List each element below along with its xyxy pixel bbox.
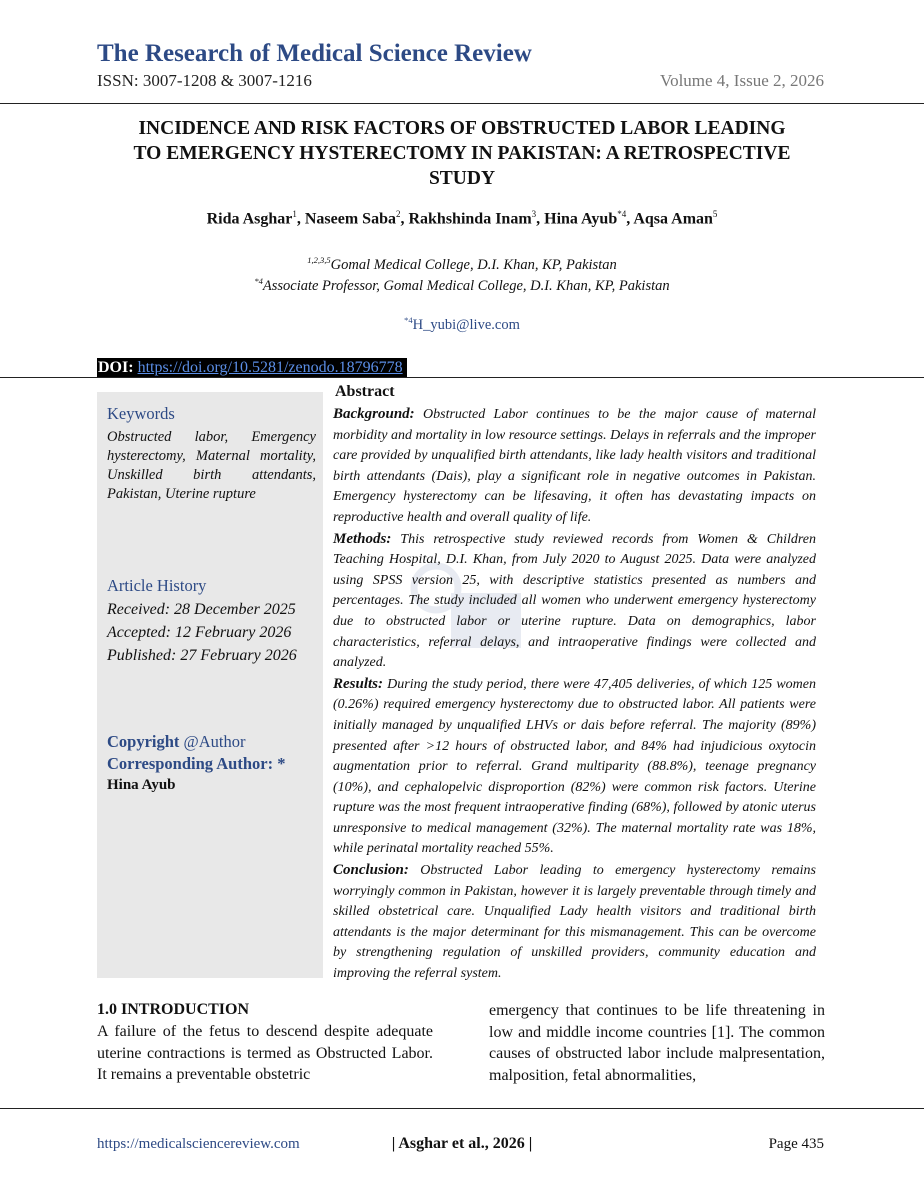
doi-label: DOI: bbox=[98, 359, 134, 376]
header-rule bbox=[0, 103, 924, 104]
volume-issue: Volume 4, Issue 2, 2026 bbox=[659, 71, 824, 90]
title-line: TO EMERGENCY HYSTERECTOMY IN PAKISTAN: A RETROSPECTIVE bbox=[133, 143, 791, 164]
history-heading: Article History bbox=[107, 576, 207, 595]
doi-link[interactable]: https://doi.org/10.5281/zenodo.18796778 bbox=[137, 359, 403, 376]
background-text: Obstructed Labor continues to be the major cause of maternal morbidity and mortality in low resource settings. Delays in referrals and the improper care provided by unqualified birth attendants, like lady health visitors and traditional birth attendants (Dais), play a significant role in negative outcomes in Pakistan. Emergency hysterectomy can be lifesaving, it often has devastating impacts on reproductive health and overall quality of life. bbox=[333, 407, 817, 525]
abstract-background bbox=[333, 404, 816, 529]
affiliation-sup: 1,2,3,5 bbox=[307, 255, 331, 265]
corresponding-email[interactable] bbox=[100, 315, 824, 334]
footer-rule bbox=[0, 1108, 924, 1109]
affiliation-1 bbox=[100, 255, 824, 274]
page-number: Page 435 bbox=[768, 1136, 824, 1152]
received-date: Received: 28 December 2025 bbox=[107, 601, 296, 618]
keywords-list: Obstructed labor, Emergency hysterectomy, Maternal mortality, Unskilled birth attendants, Pakistan, Uterine rupture bbox=[107, 429, 316, 502]
affiliation-2 bbox=[100, 276, 824, 295]
article-history bbox=[107, 598, 297, 667]
author-name: Hina Ayub bbox=[544, 210, 618, 228]
corresponding-name: Hina Ayub bbox=[107, 777, 176, 793]
corresponding-label: Corresponding Author: * bbox=[107, 754, 286, 773]
issn-line: ISSN: 3007-1208 & 3007-1216 bbox=[97, 71, 312, 90]
author-name: Aqsa Aman bbox=[633, 210, 713, 228]
author-list: Rida Asghar$^1$, Naseem Saba$^2$, Rakhshinda Inam$^3$, Hina Ayub$^{*4}$, Aqsa Aman$^5$ bbox=[206, 209, 718, 228]
affiliation-sup: *4 bbox=[254, 276, 263, 286]
affiliation-text: Associate Professor, Gomal Medical College, D.I. Khan, KP, Pakistan bbox=[262, 277, 670, 294]
abstract-results bbox=[333, 674, 816, 860]
abstract-methods bbox=[333, 529, 816, 674]
doi-bar bbox=[97, 358, 407, 378]
conclusion-text: Obstructed Labor leading to emergency hysterectomy remains worryingly common in Pakistan, however it is largely preventable through timely and skilled obstetrical care. Unqualified Lady health visitors and traditional birth attendants is the major determinant for this mismanagement. This can be overcome by strengthening regulation of unskilled providers, community education and improving the referral system. bbox=[333, 863, 817, 982]
intro-right-column: emergency that continues to be life threatening in low and middle income countries [1]. The common causes of obstructed labor include malpresentation, malposition, fetal abnormalities, bbox=[489, 1002, 825, 1084]
background-label: Background: bbox=[333, 406, 415, 422]
copyright-line bbox=[107, 732, 246, 752]
email-text[interactable]: H_yubi@live.com bbox=[412, 316, 520, 333]
author-sup: 2 bbox=[395, 209, 401, 219]
intro-left-column: A failure of the fetus to descend despite adequate uterine contractions is termed as Obstructed Labor. It remains a preventable obstetric bbox=[97, 1023, 433, 1083]
footer-citation: | Asghar et al., 2026 | bbox=[391, 1135, 533, 1152]
methods-label: Methods: bbox=[333, 530, 392, 547]
published-date: Published: 27 February 2026 bbox=[107, 647, 297, 664]
doi-rule bbox=[0, 377, 924, 378]
paper-title bbox=[100, 116, 824, 191]
abstract-conclusion bbox=[333, 860, 816, 985]
author-name: Rakhshinda Inam bbox=[408, 210, 532, 228]
affiliation-text: Gomal Medical College, D.I. Khan, KP, Pakistan bbox=[330, 256, 617, 273]
author-sup: *4 bbox=[617, 209, 627, 219]
email-sup: *4 bbox=[404, 315, 413, 325]
title-line: STUDY bbox=[428, 168, 496, 189]
journal-title: The Research of Medical Science Review bbox=[97, 40, 532, 67]
intro-heading: 1.0 INTRODUCTION bbox=[97, 1001, 250, 1018]
copyright-label: Copyright bbox=[107, 732, 180, 751]
abstract-body bbox=[333, 404, 816, 985]
author-name: Naseem Saba bbox=[304, 210, 396, 228]
results-text: During the study period, there were 47,405 deliveries, of which 125 women (0.26%) required emergency hysterectomy due to obstructed labor. All patients were initially managed by unqualified LHVs or dais before referral. The majority (89%) presented after >12 hours of obstructed labor, and 84% had injudicious oxytocin augmentation prior to referral. Grand multiparity (88.8%), teenage pregnancy (10%), and cephalopelvic disproportion (82%) were common risk factors. Uterine rupture was the most frequent intraoperative finding (68%), followed by atonic uterus unresponsive to medical management (32%). The maternal mortality rate was 18%, while perinatal mortality reached 55%. bbox=[333, 676, 816, 857]
author-sup: 3 bbox=[531, 209, 537, 219]
author-name: Rida Asghar bbox=[206, 210, 293, 228]
title-line: INCIDENCE AND RISK FACTORS OF OBSTRUCTED LABOR LEADING bbox=[138, 118, 786, 139]
abstract-heading: Abstract bbox=[335, 383, 395, 400]
conclusion-label: Conclusion: bbox=[333, 862, 409, 879]
accepted-date: Accepted: 12 February 2026 bbox=[107, 624, 292, 641]
footer-url[interactable]: https://medicalsciencereview.com bbox=[97, 1136, 300, 1152]
copyright-value: @Author bbox=[183, 732, 246, 751]
author-sup: 5 bbox=[712, 209, 718, 219]
keywords-heading: Keywords bbox=[107, 404, 175, 423]
methods-text: This retrospective study reviewed records from Women & Children Teaching Hospital, D.I. Khan, from July 2020 to August 2025. Data were analyzed using SPSS version 25, with descriptive statistics presented as numbers and percentages. The study included all women who underwent emergency hysterectomy due to obstructed labor or uterine rupture. Data on demographics, labor characteristics, referral delays, and intraoperative findings were collected and analyzed. bbox=[333, 531, 816, 671]
author-sup: 1 bbox=[292, 209, 297, 219]
results-label: Results: bbox=[333, 675, 384, 692]
